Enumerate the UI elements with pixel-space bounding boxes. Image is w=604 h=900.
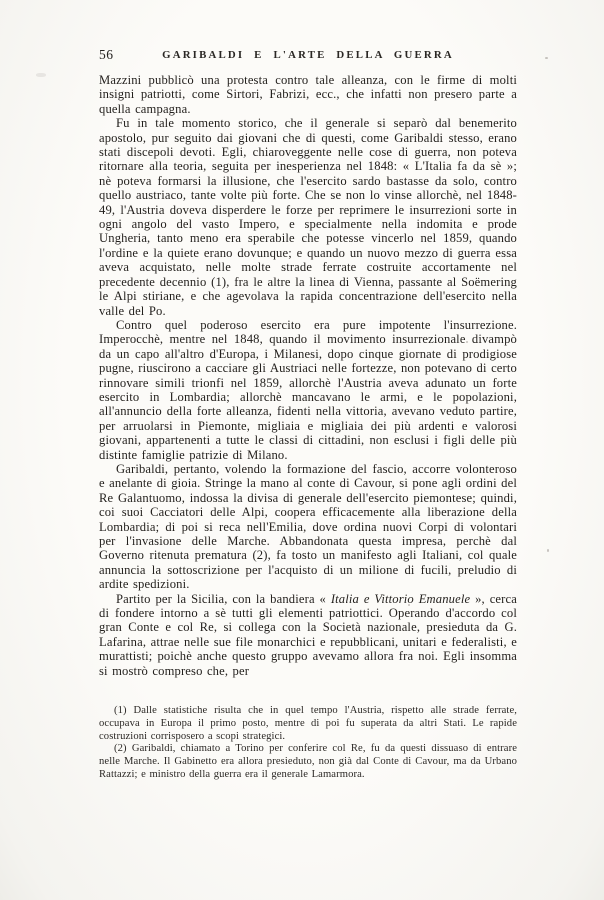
scan-speck [547,549,549,552]
footnotes-section [99,705,517,782]
banner-motto-italic: Italia e Vittorio Emanuele [330,591,471,606]
running-title: GARIBALDI E L'ARTE DELLA GUERRA [162,49,454,61]
page-header [99,47,517,64]
paragraph-5 [99,592,517,678]
footnote-2: (2) Garibaldi, chiamato a Torino per conferire col Re, fu da questi dissuaso di entrare nelle Marche. Il Gabinetto era allora presieduto, non già dal Conte di Cavour, ma da Urbano Rattazzi; e ministro della guerra era il generale Lamarmora. [99,743,517,781]
paragraph-1: Mazzini pubblicò una protesta contro tale alleanza, con le firme di molti insigni patriotti, come Sirtori, Fabrizi, ecc., che infatti non presero parte a quella campagna. [99,73,517,116]
paragraph-5-text-pre: Partito per la Sicilia, con la bandiera « [116,591,331,606]
scan-speck [545,57,548,59]
paragraph-2: Fu in tale momento storico, che il generale si separò dal benemerito apostolo, pur seguito dai giovani che di questi, come Garibaldi stesso, erano stati discepoli devoti. Egli, chiaroveggente nelle cose di guerra, non poteva ritornare alla teoria, seguita per inesperienza nel 1848: « L'Italia fa da sè »; nè poteva formarsi la illusione, che l'esercito sardo bastasse da solo, contro quello austriaco, tante volte più forte. Che se non lo vinse allorchè, nel 1848-49, l'Austria doveva disperdere le forze per reprimere le insurrezioni sorte in ogni angolo del vasto Impero, e specialmente nella indomita e prode Ungheria, tanto meno era sperabile che potesse vincerlo nel 1859, quando l'ordine e la quiete erano dovunque; e quando un nuovo mezzo di guerra essa aveva acquistato, nelle molte strade ferrate costruite accortamente nel precedente decennio (1), fra le altre la linea di Vienna, passante al Soëmering le Alpi stiriane, e che agevolava la rapida concentrazione dell'esercito nella valle del Po. [99,116,517,318]
scan-speck [36,73,46,77]
page-content [99,47,517,782]
paragraph-3: Contro quel poderoso esercito era pure impotente l'insurrezione. Imperocchè, mentre nel 1848, quando il movimento insurrezionale divampò da un capo all'altro d'Europa, i Milanesi, dopo cinque giornate di prodigiose pugne, riuscirono a cacciare gli Austriaci nelle fortezze, non potevano di certo rinnovare simili trionfi nel 1859, allorchè l'Austria aveva adunato un forte esercito in Lombardia; allorchè mancavano le armi, e le popolazioni, all'annuncio della forte alleanza, fidenti nella vittoria, avevano veduto partire, per arruolarsi in Piemonte, migliaia e migliaia dei più ardenti e valorosi giovani, appartenenti a tutte le classi di cittadini, non esclusi i figli delle più distinte famiglie patrizie di Milano. [99,317,517,462]
paragraph-5-text-post: », cerca di fondere intorno a sè tutti gli elementi patriottici. Operando d'accordo col gran Conte e col Re, si collega con la Società nazionale, presieduta da G. Lafarina, attrae nelle sue file monarchici e repubblicani, unitari e federalisti, e murattisti; poichè anche questo gruppo avevamo allora fra noi. Egli insomma si mostrò compreso che, per [99,591,517,678]
paragraph-4: Garibaldi, pertanto, volendo la formazione del fascio, accorre volonteroso e anelante di gioia. Stringe la mano al conte di Cavour, si pone agli ordini del Re Galantuomo, indossa la divisa di generale dell'esercito piemontese; quindi, coi suoi Cacciatori delle Alpi, coopera efficacemente alla liberazione della Lombardia; di poi si reca nell'Emilia, dove ordina nuovi Corpi di volontari per l'invasione delle Marche. Abbandonata questa impresa, perchè dal Governo ritenuta prematura (2), fa tosto un manifesto agli Italiani, col quale annuncia la sottoscrizione per l'acquisto di un milione di fucili, preludio di ardite spedizioni. [99,461,517,592]
footnote-1: (1) Dalle statistiche risulta che in quel tempo l'Austria, rispetto alle strade ferrate, occupava in Europa il primo posto, mentre di poi fu superata da altri Stati. Le rapide costruzioni corrisposero a scopi strategici. [99,705,517,742]
page-number: 56 [99,47,114,62]
